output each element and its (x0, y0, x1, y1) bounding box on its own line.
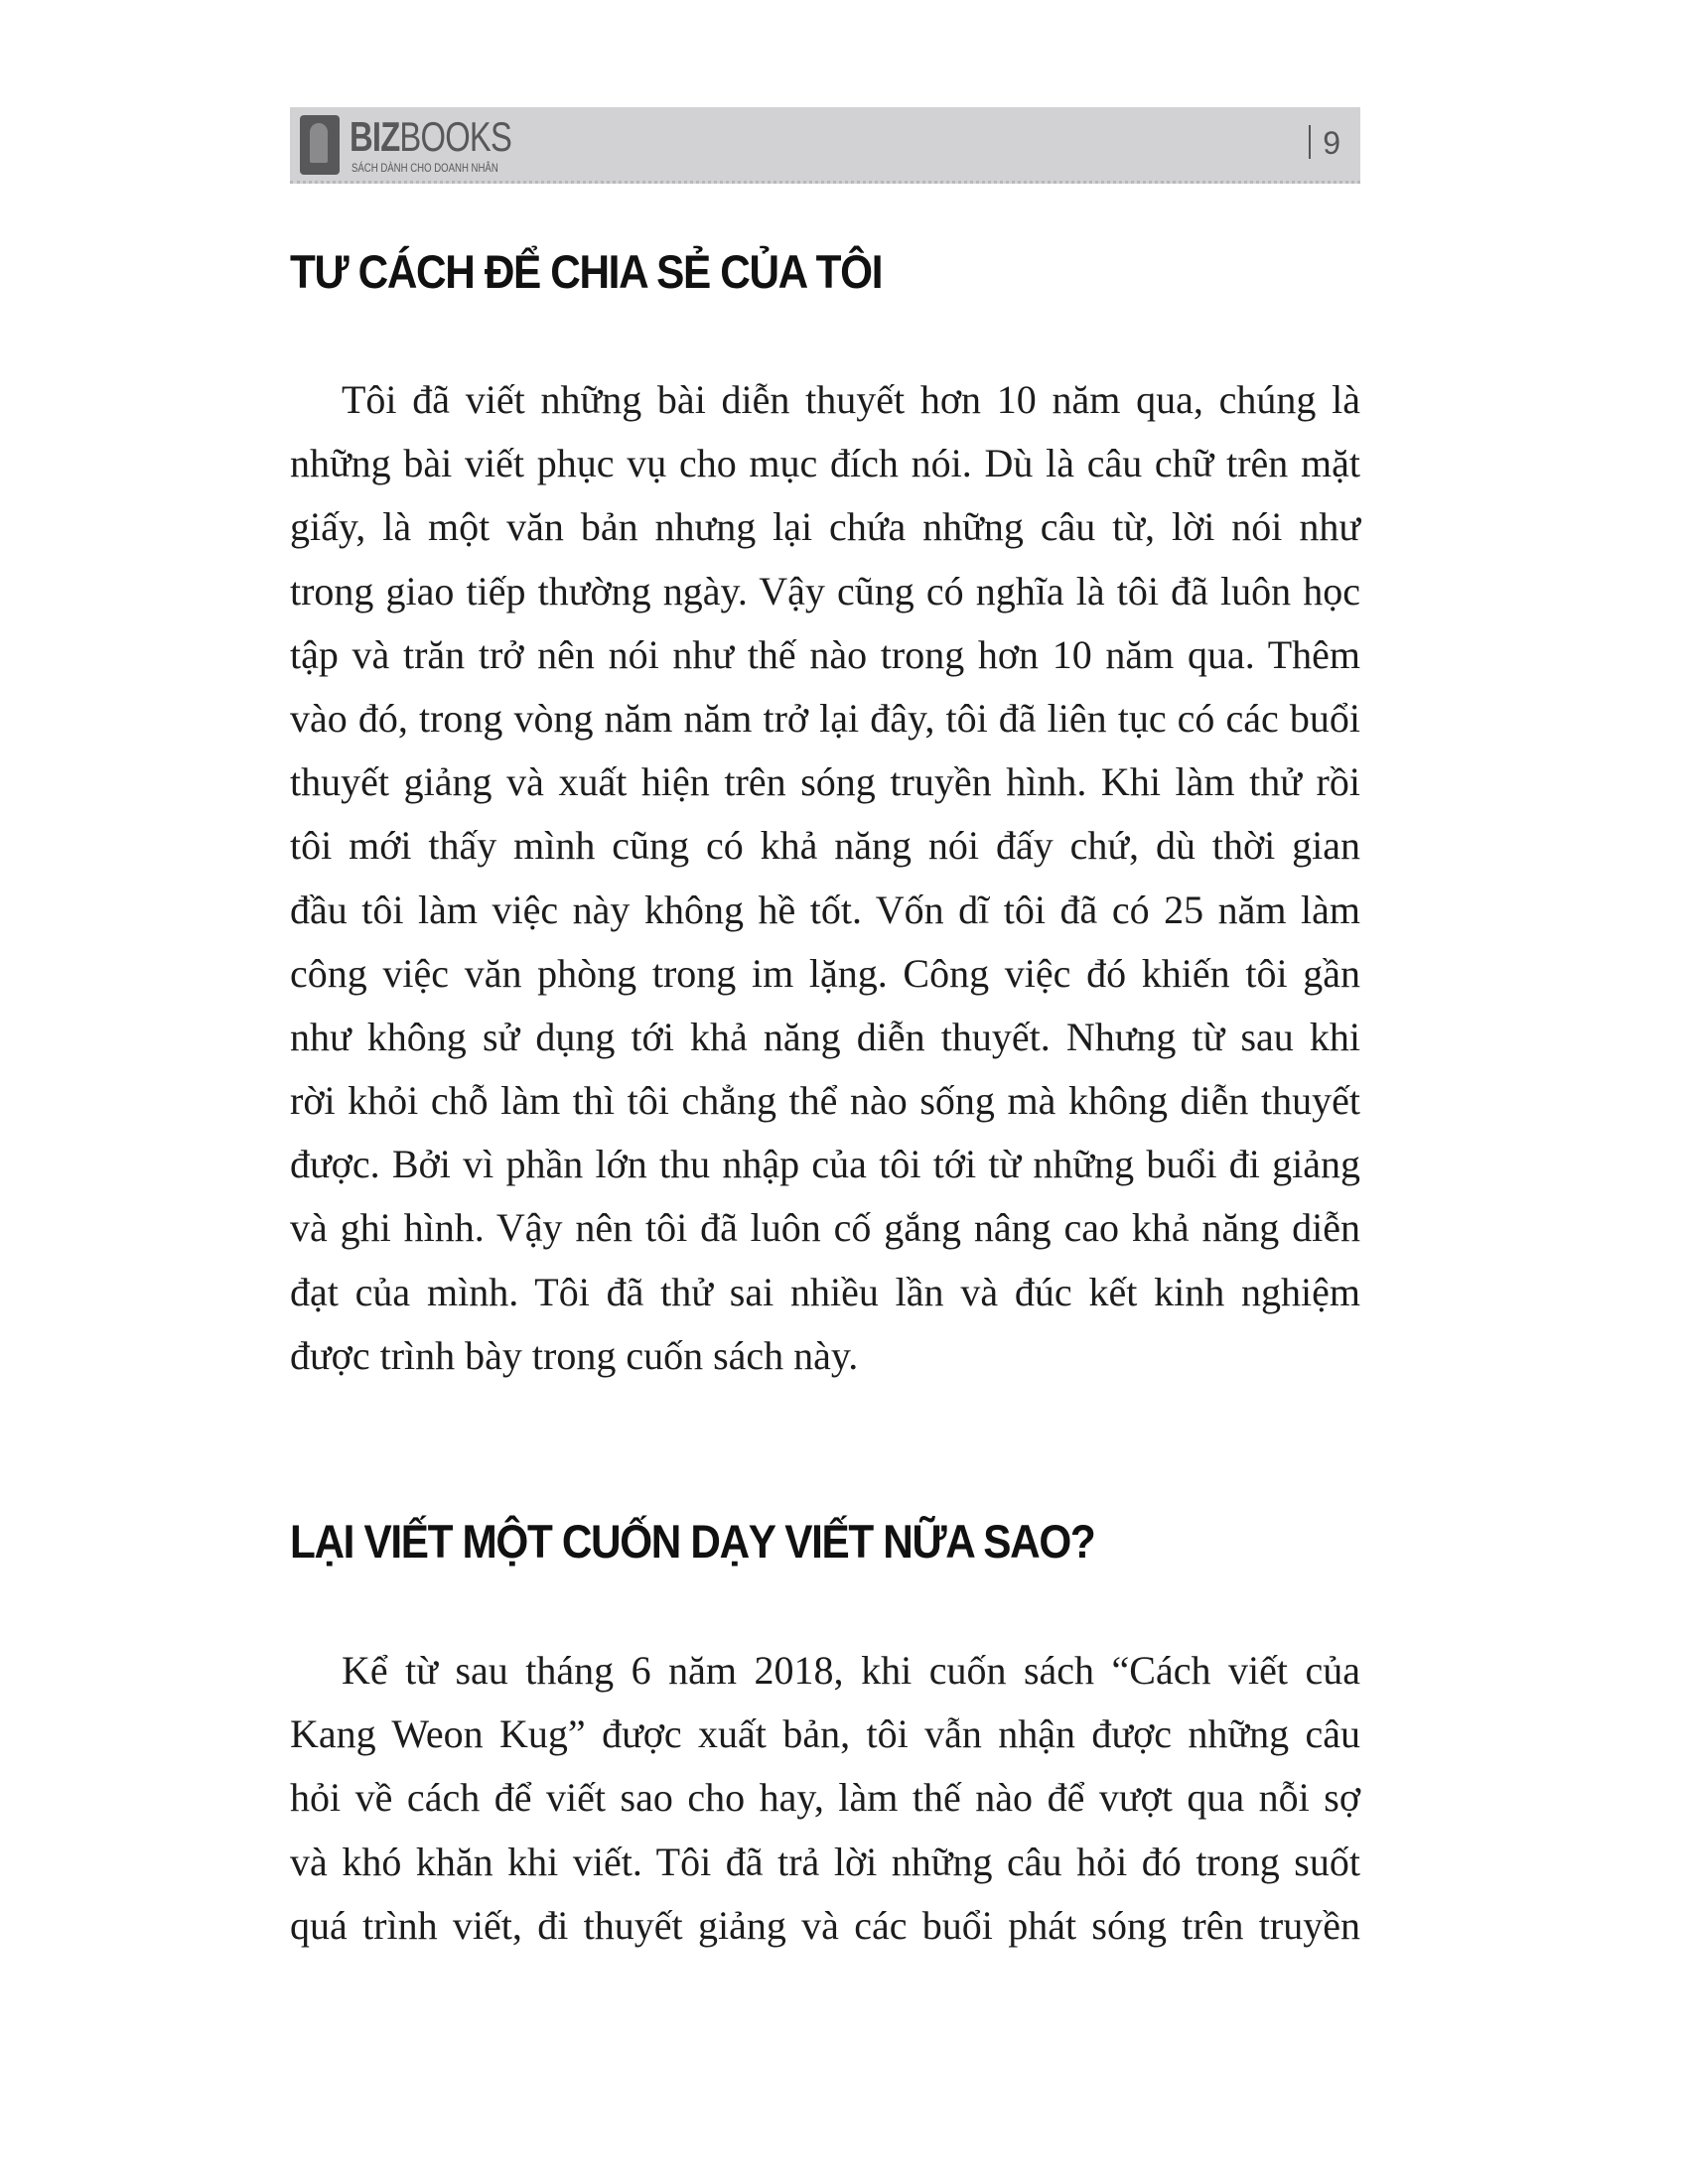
text-line: vào đó, trong vòng năm năm trở lại đây, tôi đã liên tục có các buổi (290, 695, 1360, 741)
text-line: quá trình viết, đi thuyết giảng và các buổi phát sóng trên truyền (290, 1902, 1360, 1948)
text-line: đầu tôi làm việc này không hề tốt. Vốn dĩ tôi đã có 25 năm làm (290, 887, 1360, 932)
text-line: và ghi hình. Vậy nên tôi đã luôn cố gắng nâng cao khả năng diễn (290, 1205, 1360, 1251)
text-line: Tôi đã viết những bài diễn thuyết hơn 10 năm qua, chúng là (342, 377, 1360, 422)
brand-bold: BIZ (350, 113, 400, 160)
text-line: đạt của mình. Tôi đã thử sai nhiều lần và đúc kết kinh nghiệm (290, 1269, 1360, 1314)
text-line: rời khỏi chỗ làm thì tôi chẳng thể nào sống mà không diễn thuyết (290, 1078, 1360, 1124)
text-line: như không sử dụng tới khả năng diễn thuyết. Nhưng từ sau khi (290, 1014, 1360, 1059)
running-header (290, 107, 1360, 184)
brand-light: BOOKS (399, 113, 512, 160)
divider (1309, 125, 1311, 159)
text-line: tôi mới thấy mình cũng có khả năng nói đấy chứ, dù thời gian (290, 823, 1360, 869)
brand-name (350, 113, 511, 161)
section-heading: TƯ CÁCH ĐỂ CHIA SẺ CỦA TÔI (290, 245, 883, 298)
text-line: thuyết giảng và xuất hiện trên sóng truyền hình. Khi làm thử rồi (290, 759, 1360, 805)
text-line: Kể từ sau tháng 6 năm 2018, khi cuốn sách “Cách viết của (342, 1648, 1360, 1693)
text-line: trong giao tiếp thường ngày. Vậy cũng có nghĩa là tôi đã luôn học (290, 568, 1360, 614)
text-line: được trình bày trong cuốn sách này. (290, 1332, 859, 1378)
paragraph (290, 1639, 1360, 1958)
text-line: được. Bởi vì phần lớn thu nhập của tôi tới từ những buổi đi giảng (290, 1142, 1360, 1187)
text-line: hỏi về cách để viết sao cho hay, làm thế nào để vượt qua nỗi sợ (290, 1775, 1360, 1821)
page-number (1309, 125, 1340, 162)
text-line: Kang Weon Kug” được xuất bản, tôi vẫn nhận được những câu (290, 1711, 1360, 1757)
section-heading: LẠI VIẾT MỘT CUỐN DẠY VIẾT NỮA SAO? (290, 1515, 1095, 1568)
text-line: và khó khăn khi viết. Tôi đã trả lời những câu hỏi đó trong suốt (290, 1839, 1360, 1884)
brand-tagline: SÁCH DÀNH CHO DOANH NHÂN (352, 161, 498, 175)
paragraph (290, 368, 1360, 1388)
bizbooks-logo-icon (300, 115, 340, 175)
text-line: tập và trăn trở nên nói như thế nào trong hơn 10 năm qua. Thêm (290, 631, 1360, 677)
text-line: giấy, là một văn bản nhưng lại chứa những câu từ, lời nói như (290, 504, 1360, 550)
text-line: công việc văn phòng trong im lặng. Công việc đó khiến tôi gần (290, 950, 1360, 996)
text-line: những bài viết phục vụ cho mục đích nói. Dù là câu chữ trên mặt (290, 441, 1360, 486)
page-number-value: 9 (1323, 125, 1340, 161)
